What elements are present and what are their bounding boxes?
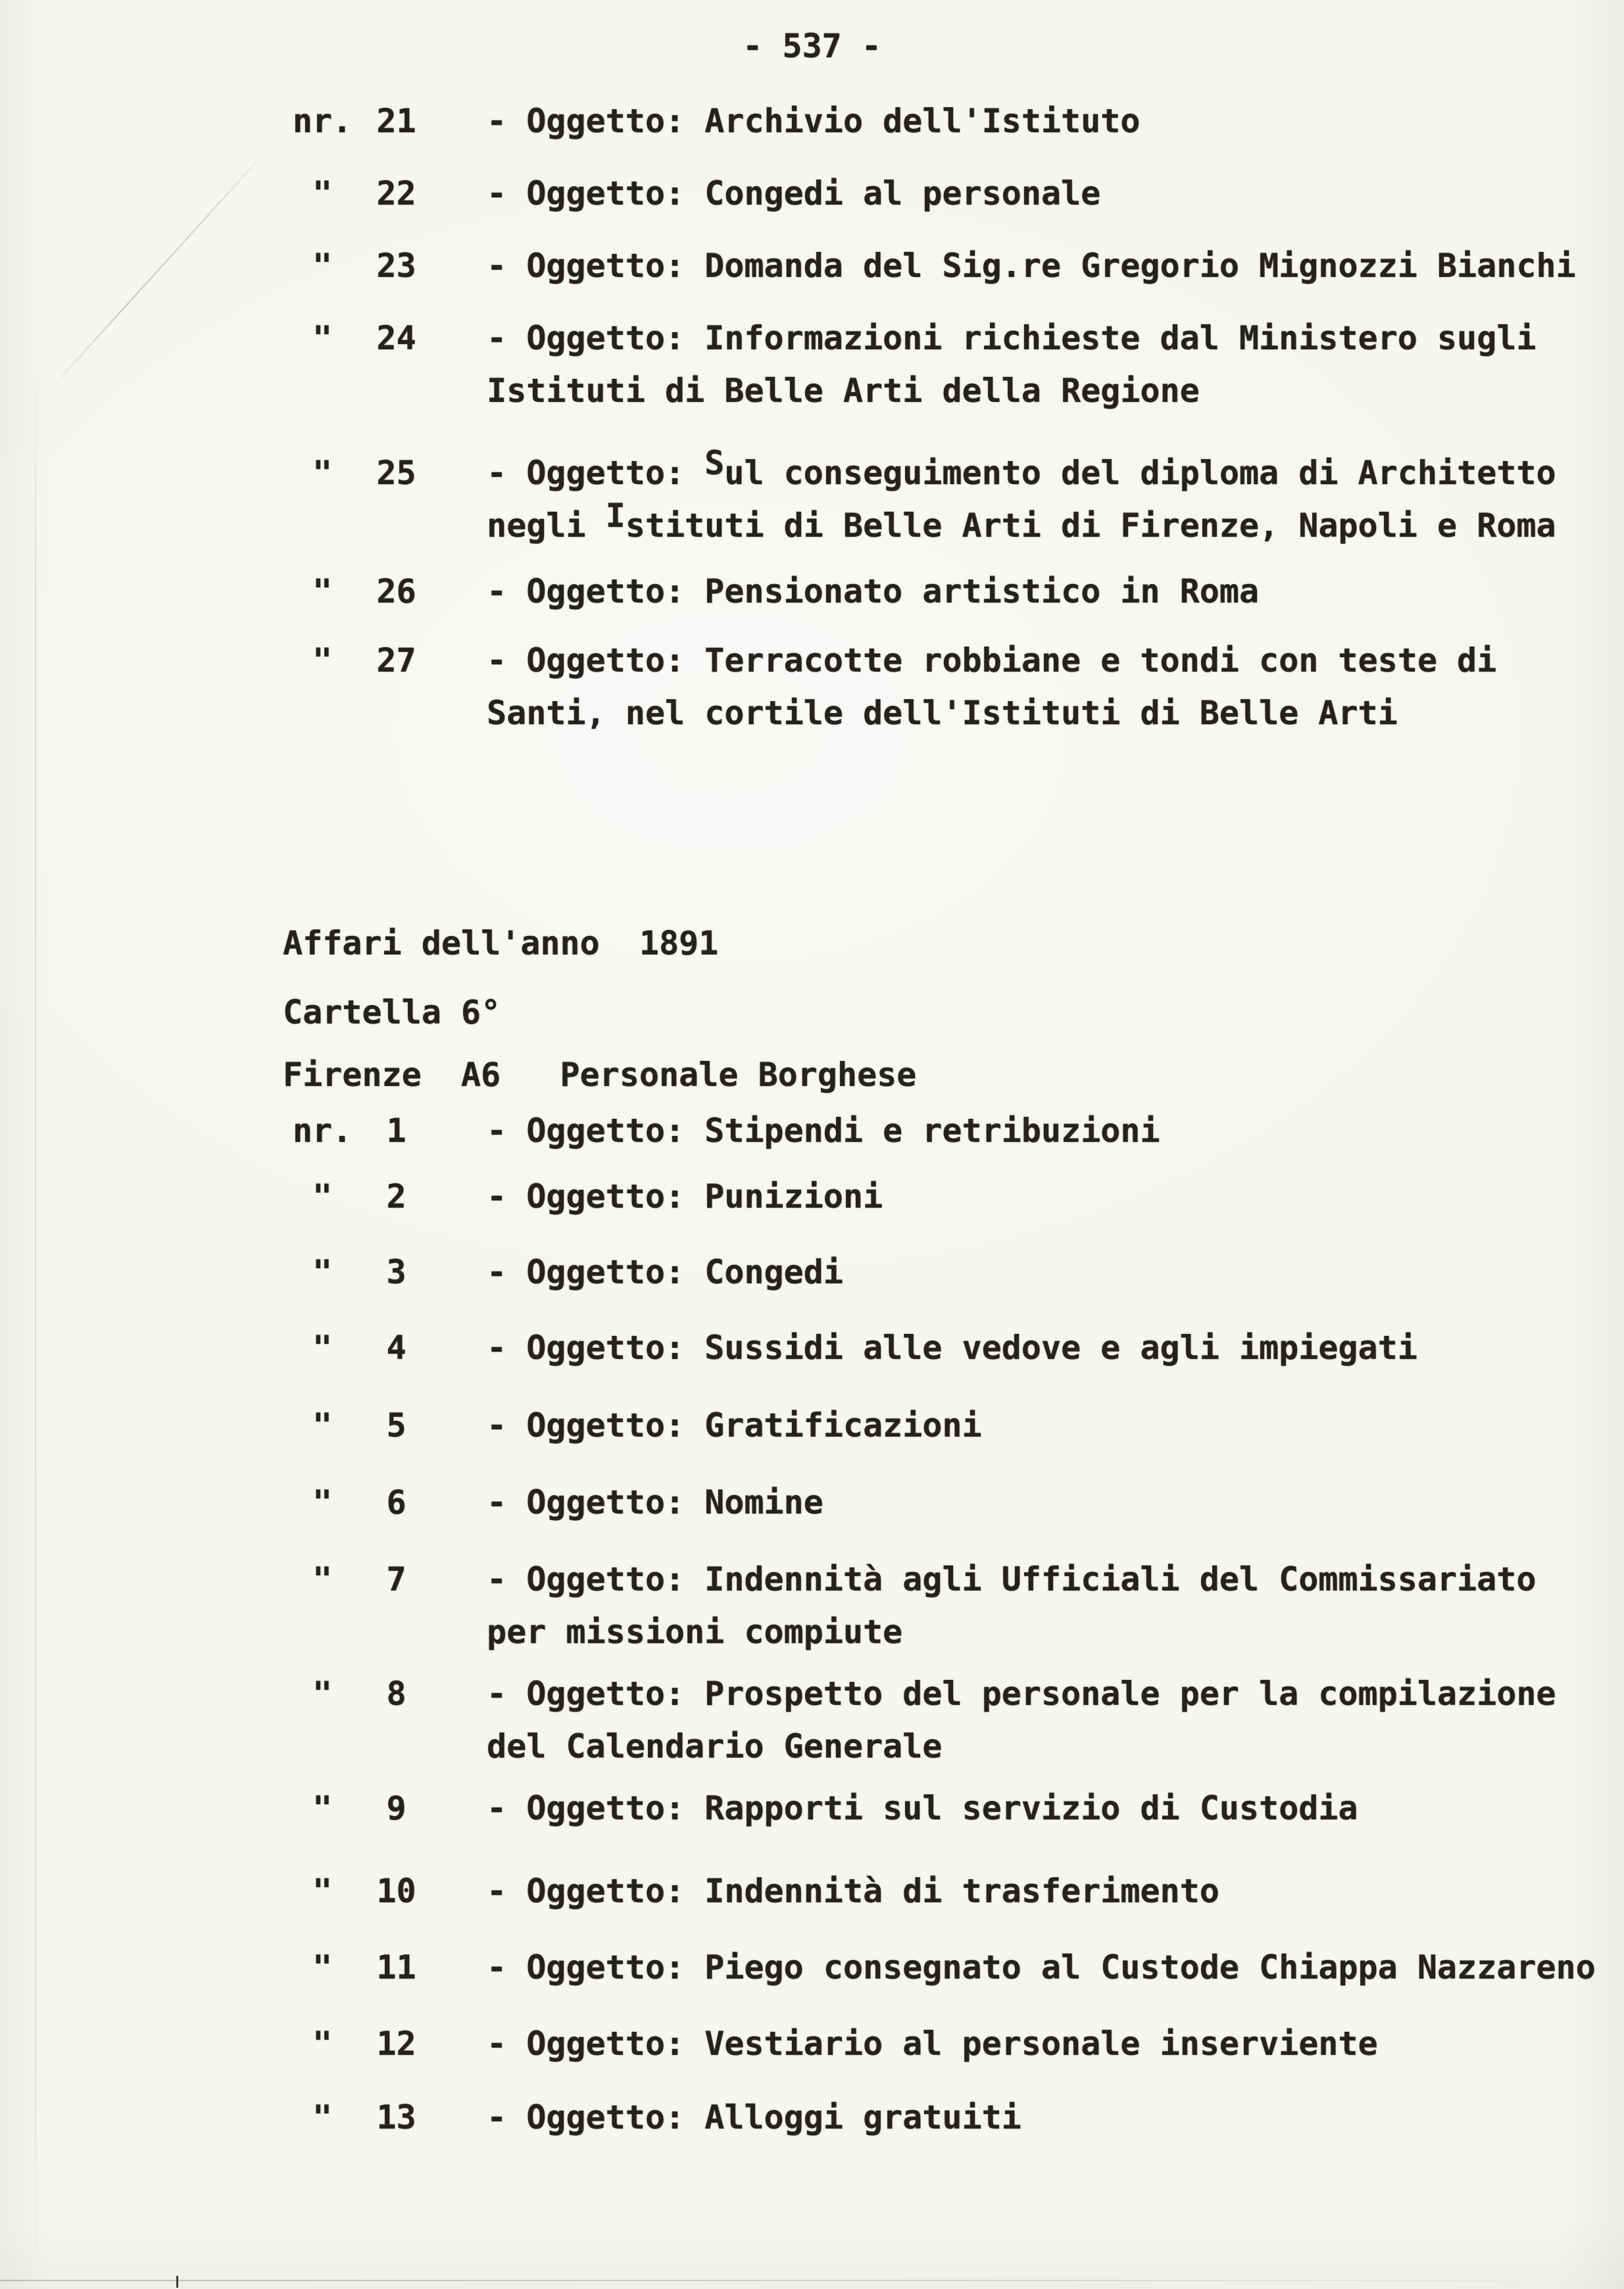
entry-marker: ": [312, 1560, 333, 1598]
entry-text: [487, 444, 1556, 552]
entry-text-line: [487, 364, 1536, 417]
entry-marker: ": [312, 1483, 333, 1521]
entry-text-segment: - Oggetto: Nomine: [487, 1483, 824, 1521]
entry-marker: ": [312, 174, 333, 212]
entry-text-line: [487, 1246, 843, 1298]
entry-marker: nr.: [292, 102, 353, 140]
entry-text: [487, 1476, 824, 1529]
entry-row-5: [0, 1399, 1624, 1452]
entry-number: 5: [386, 1406, 406, 1444]
entry-marker: ": [312, 1177, 333, 1216]
scan-bottom-tick-mark: [176, 2276, 178, 2288]
entry-text-line: [487, 1476, 824, 1529]
entry-row-2: [0, 1170, 1624, 1223]
entry-number: 27: [376, 641, 416, 679]
entry-text-line: [487, 1782, 1358, 1834]
entry-marker: ": [312, 319, 333, 357]
entry-number: 25: [376, 454, 416, 492]
entry-row-26: [0, 565, 1624, 618]
entry-row-22: [0, 167, 1624, 220]
entry-text-segment: - Oggetto: Domanda del Sig.re Gregorio Mignozzi Bianchi: [487, 247, 1576, 285]
entry-text-segment: del Calendario Generale: [487, 1727, 943, 1765]
entry-number: 6: [386, 1483, 406, 1521]
entry-text-line: [487, 2091, 1021, 2144]
entry-row-1: [0, 1104, 1624, 1157]
entry-marker: ": [312, 1253, 333, 1291]
entry-text-segment: - Oggetto: Terracotte robbiane e tondi con teste di: [487, 641, 1497, 679]
entry-text-line: [487, 687, 1496, 739]
entry-row-10: [0, 1865, 1624, 1917]
entry-text: [487, 1170, 883, 1223]
entry-text-line: [487, 1321, 1417, 1374]
entry-text-line: [487, 1941, 1596, 1994]
entry-text: [487, 1667, 1556, 1773]
entry-text-raised-letter: S: [704, 444, 725, 482]
entry-number: 12: [376, 2025, 416, 2063]
entry-row-7: [0, 1553, 1624, 1658]
entry-text: [487, 312, 1536, 417]
entry-row-9: [0, 1782, 1624, 1834]
scan-bottom-edge-line: [0, 2280, 1624, 2281]
entry-text-segment: - Oggetto: Gratificazioni: [487, 1406, 982, 1444]
entry-text-raised-letter: I: [605, 497, 626, 535]
entry-text-line: [487, 1865, 1219, 1917]
entry-text-line: [487, 239, 1576, 292]
entry-number: 4: [386, 1329, 406, 1367]
entry-text-segment: - Oggetto: Archivio dell'Istituto: [487, 102, 1141, 140]
entry-text: [487, 95, 1140, 147]
entry-text: [487, 634, 1496, 739]
entry-text-segment: - Oggetto: Punizioni: [487, 1177, 883, 1216]
entry-number: 13: [376, 2098, 416, 2136]
entry-text-line: [487, 1104, 1160, 1157]
entry-marker: ": [312, 1789, 333, 1827]
entry-text: [487, 1553, 1536, 1658]
entry-text-line: [487, 2017, 1378, 2070]
entry-text-segment: - Oggetto: Prospetto del personale per la compilazione: [487, 1675, 1556, 1713]
entry-text: [487, 1865, 1219, 1917]
page-number: - 537 -: [743, 27, 881, 65]
entry-text-line: [487, 1553, 1536, 1606]
entry-text: [487, 1782, 1358, 1834]
entry-text-segment: - Oggetto: Piego consegnato al Custode Chiappa Nazzareno: [487, 1948, 1596, 1986]
entry-marker: ": [312, 1872, 333, 1910]
entry-row-25: [0, 444, 1624, 552]
entry-row-13: [0, 2091, 1624, 2144]
entry-text: [487, 167, 1100, 220]
entry-number: 3: [386, 1253, 406, 1291]
entry-number: 11: [376, 1948, 416, 1986]
entry-text-line: [487, 95, 1140, 147]
entry-text-segment: - Oggetto:: [487, 454, 705, 492]
entry-text-segment: ul conseguimento del diploma di Architetto: [724, 454, 1556, 492]
section-header: [0, 917, 1624, 1101]
entry-number: 8: [386, 1675, 406, 1713]
entry-text-segment: stituti di Belle Arti di Firenze, Napoli e Roma: [625, 506, 1556, 545]
entry-text-segment: - Oggetto: Vestiario al personale inserviente: [487, 2025, 1378, 2063]
entry-number: 2: [386, 1177, 406, 1216]
entry-text-line: [487, 1399, 982, 1452]
entry-row-12: [0, 2017, 1624, 2070]
entry-text-segment: - Oggetto: Rapporti sul servizio di Custodia: [487, 1789, 1358, 1827]
entry-number: 1: [386, 1112, 406, 1150]
entry-marker: ": [312, 1675, 333, 1713]
entry-text-line: [487, 444, 1556, 499]
entry-row-4: [0, 1321, 1624, 1374]
entry-text-segment: - Oggetto: Indennità di trasferimento: [487, 1872, 1219, 1910]
entry-marker: ": [312, 454, 333, 492]
entry-row-6: [0, 1476, 1624, 1529]
entry-row-27: [0, 634, 1624, 739]
entry-text: [487, 1941, 1596, 1994]
entry-text-segment: negli: [487, 506, 606, 545]
entry-text-segment: Santi, nel cortile dell'Istituti di Belle Arti: [487, 694, 1398, 732]
entry-text-line: [487, 1667, 1556, 1720]
entry-row-8: [0, 1667, 1624, 1773]
entry-text: [487, 1399, 982, 1452]
entry-marker: ": [312, 1329, 333, 1367]
entry-marker: ": [312, 2025, 333, 2063]
entries-section-top: [0, 95, 1624, 739]
entries-section-bottom: [0, 1104, 1624, 2144]
entry-text: [487, 1246, 843, 1298]
entry-number: 21: [376, 102, 416, 140]
entry-marker: ": [312, 572, 333, 610]
entry-row-24: [0, 312, 1624, 417]
entry-text-segment: - Oggetto: Indennità agli Ufficiali del Commissariato: [487, 1560, 1537, 1598]
entry-number: 24: [376, 319, 416, 357]
entry-number: 10: [376, 1872, 416, 1910]
entry-marker: ": [312, 641, 333, 679]
entry-marker: nr.: [292, 1112, 353, 1150]
entry-text-line: [487, 167, 1100, 220]
entry-text: [487, 2091, 1021, 2144]
entry-number: 9: [386, 1789, 406, 1827]
entry-text-line: [487, 565, 1259, 618]
entry-text-segment: - Oggetto: Congedi al personale: [487, 174, 1101, 212]
entry-text-segment: - Oggetto: Congedi: [487, 1253, 843, 1291]
entry-marker: ": [312, 247, 333, 285]
entry-text: [487, 239, 1576, 292]
entry-number: 26: [376, 572, 416, 610]
entry-text-segment: - Oggetto: Pensionato artistico in Roma: [487, 572, 1259, 610]
entry-marker: ": [312, 1948, 333, 1986]
entry-number: 7: [386, 1560, 406, 1598]
entry-text-segment: - Oggetto: Alloggi gratuiti: [487, 2098, 1021, 2136]
entry-marker: ": [312, 1406, 333, 1444]
entry-text-line: [487, 1720, 1556, 1773]
entry-text: [487, 565, 1259, 618]
entry-text-line: [487, 499, 1556, 552]
entry-text-line: [487, 1170, 883, 1223]
header-series-line: Firenze A6 Personale Borghese: [283, 1056, 917, 1094]
entry-text: [487, 2017, 1378, 2070]
entry-row-23: [0, 239, 1624, 292]
entry-row-21: [0, 95, 1624, 147]
entry-row-11: [0, 1941, 1624, 1994]
entry-row-3: [0, 1246, 1624, 1298]
header-folder-line: Cartella 6°: [283, 993, 501, 1031]
entry-text-segment: - Oggetto: Sussidi alle vedove e agli impiegati: [487, 1329, 1417, 1367]
header-year-line: Affari dell'anno 1891: [283, 924, 719, 962]
entry-marker: ": [312, 2098, 333, 2136]
entry-text-line: [487, 1606, 1536, 1658]
entry-text: [487, 1104, 1160, 1157]
entry-number: 22: [376, 174, 416, 212]
entry-text-segment: Istituti di Belle Arti della Regione: [487, 372, 1200, 410]
entry-number: 23: [376, 247, 416, 285]
entry-text: [487, 1321, 1417, 1374]
entry-text-segment: - Oggetto: Informazioni richieste dal Ministero sugli: [487, 319, 1537, 357]
entry-text-segment: per missioni compiute: [487, 1613, 903, 1651]
entry-text-line: [487, 312, 1536, 364]
entry-text-segment: - Oggetto: Stipendi e retribuzioni: [487, 1112, 1160, 1150]
entry-text-line: [487, 634, 1496, 687]
